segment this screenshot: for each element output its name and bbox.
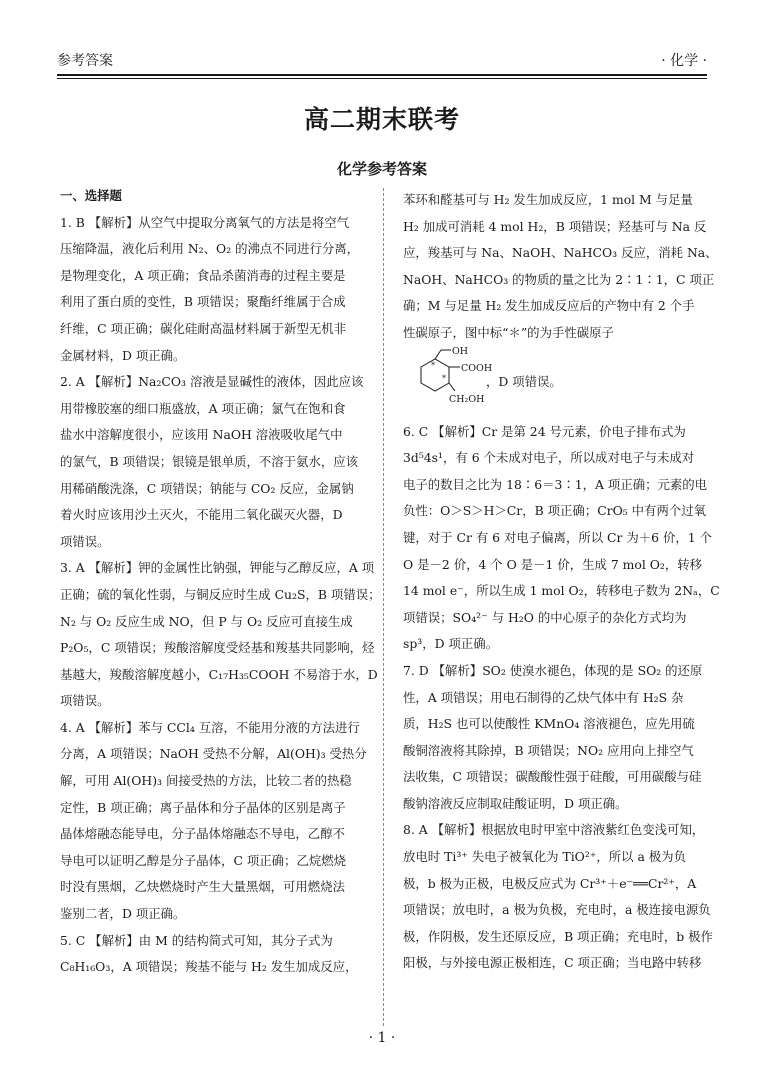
text-line: 用稀硝酸洗涤，C 项错误；钠能与 CO₂ 反应，金属钠: [60, 480, 354, 496]
page-subtitle: 化学参考答案: [336, 160, 427, 178]
text-line: 利用了蛋白质的变性，B 项错误；聚酯纤维属于合成: [60, 294, 346, 310]
text-line: 确；M 与足量 H₂ 发生加成反应后的产物中有 2 个手: [403, 298, 695, 314]
text-line: 酸钠溶液反应制取硅酸证明，D 项正确。: [403, 795, 628, 811]
text-line: 5. C 【解析】由 M 的结构简式可知，其分子式为: [60, 932, 333, 948]
text-line: P₂O₅，C 项错误；羧酸溶解度受烃基和羧基共同影响，烃: [60, 640, 375, 656]
text-line: 2. A 【解析】Na₂CO₃ 溶液是显碱性的液体，因此应该: [60, 374, 364, 390]
text-line: 苯环和醛基可与 H₂ 发生加成反应，1 mol M 与足量: [403, 192, 693, 207]
text-line: H₂ 加成可消耗 4 mol H₂，B 项错误；羟基可与 Na 反: [403, 218, 707, 234]
text-line: 项错误。: [60, 533, 110, 549]
text-line: 导电可以证明乙醇是分子晶体，C 项正确；乙烷燃烧: [60, 852, 347, 868]
text-line: 纤维，C 项正确；碳化硅耐高温材料属于新型无机非: [60, 320, 347, 336]
subject-label: · 化学 ·: [661, 53, 707, 69]
text-line: 基越大，羧酸溶解度越小，C₁₇H₃₅COOH 不易溶于水，D: [60, 666, 378, 682]
page-title: 高二期末联考: [303, 105, 460, 134]
text-line: 一、选择题: [60, 188, 122, 203]
text-line: 的氯气，B 项错误；银镜是银单质，不溶于氨水，应该: [60, 453, 359, 469]
text-line: 3. A 【解析】钾的金属性比钠强，钾能与乙醇反应，A 项: [60, 560, 375, 576]
text-line: 电子的数目之比为 18∶6＝3∶1，A 项正确；元素的电: [403, 476, 708, 492]
text-line: 极，作阴极，发生还原反应，B 项正确；充电时，b 极作: [403, 928, 713, 944]
text-line: 阳极，与外接电源正极相连，C 项正确；当电路中转移: [403, 955, 702, 971]
cooh-label: COOH: [461, 362, 493, 374]
text-line: 质，H₂S 也可以使酸性 KMnO₄ 溶液褪色，应先用硫: [403, 716, 695, 732]
header-rule-thin: [57, 78, 707, 79]
text-line: 酸铜溶液将其除掉，B 项错误；NO₂ 应用向上排空气: [403, 742, 694, 758]
text-line: O 是－2 价，4 个 O 是－1 价，生成 7 mol O₂，转移: [403, 556, 703, 572]
text-line: 极，b 极为正极，电极反应式为 Cr³⁺＋e⁻══Cr²⁺，A: [403, 875, 697, 891]
text-line: 4. A 【解析】苯与 CCl₄ 互溶，不能用分液的方法进行: [60, 719, 360, 735]
text-line: 14 mol e⁻，所以生成 1 mol O₂，转移电子数为 2Nₐ，C: [403, 583, 720, 599]
text-line: 解，可用 Al(OH)₃ 间接受热的方法，比较二者的热稳: [60, 773, 352, 789]
text-line: 用带橡胶塞的细口瓶盛放，A 项正确；氯气在饱和食: [60, 400, 346, 416]
text-line: 放电时 Ti³⁺ 失电子被氧化为 TiO²⁺，所以 a 极为负: [403, 849, 686, 865]
text-line: 正确；硫的氧化性弱，与铜反应时生成 Cu₂S，B 项错误；: [60, 586, 381, 602]
text-line: 法收集，C 项错误；碳酸酸性强于硅酸，可用碳酸与硅: [403, 769, 702, 785]
text-line: 是物理变化，A 项正确；食品杀菌消毒的过程主要是: [60, 267, 346, 283]
oh-label: OH: [452, 346, 469, 357]
text-line: 性，A 项错误；用电石制得的乙炔气体中有 H₂S 杂: [403, 689, 684, 705]
cyclohexane-structure-icon: [403, 347, 493, 419]
text-line: 负性：O＞S＞H＞Cr，B 项正确；CrO₅ 中有两个过氧: [403, 503, 707, 519]
text-line: N₂ 与 O₂ 反应生成 NO，但 P 与 O₂ 反应可直接生成: [60, 613, 353, 629]
text-line: sp³，D 项正确。: [403, 636, 499, 652]
text-line: C₈H₁₆O₃，A 项错误；羧基不能与 H₂ 发生加成反应，: [60, 959, 358, 975]
text-line: 盐水中溶解度很小，应该用 NaOH 溶液吸收尾气中: [60, 427, 343, 443]
page-header: [57, 44, 707, 72]
chiral-star: *: [431, 360, 435, 370]
text-line: 1. B 【解析】从空气中提取分离氧气的方法是将空气: [60, 214, 350, 230]
text-line: 键，对于 Cr 有 6 对电子偏离，所以 Cr 为＋6 价，1 个: [403, 529, 712, 545]
right-column: [403, 187, 733, 977]
text-line: 6. C 【解析】Cr 是第 24 号元素，价电子排布式为: [403, 423, 686, 439]
text-line: 7. D 【解析】SO₂ 使溴水褪色，体现的是 SO₂ 的还原: [403, 662, 703, 678]
text-line: 晶体熔融态能导电，分子晶体熔融态不导电，乙醇不: [60, 826, 345, 842]
text-line: 3d⁵4s¹，有 6 个未成对电子，所以成对电子与未成对: [403, 450, 695, 466]
text-line: 8. A 【解析】根据放电时甲室中溶液紫红色变浅可知，: [403, 822, 705, 838]
text-line: 项错误。: [60, 693, 110, 709]
ch2oh-label: CH₂OH: [449, 393, 485, 405]
text-line: 鉴别二者，D 项正确。: [60, 906, 186, 922]
text-line: 性碳原子，图中标“＊”的为手性碳原子: [403, 324, 614, 340]
page-number: · 1 ·: [368, 1030, 396, 1046]
structure-tail-text: ，D 项错误。: [486, 373, 562, 389]
text-line: 项错误；放电时，a 极为负极，充电时，a 极连接电源负: [403, 902, 711, 918]
text-line: 金属材料，D 项正确。: [60, 347, 186, 363]
left-column: [60, 183, 390, 981]
header-rule: [57, 74, 707, 76]
text-line: 时没有黑烟，乙炔燃烧时产生大量黑烟，可用燃烧法: [60, 879, 345, 895]
text-line: 压缩降温，液化后利用 N₂、O₂ 的沸点不同进行分离，: [60, 241, 360, 257]
text-line: 着火时应该用沙土灭火，不能用二氧化碳灭火器，D: [60, 507, 343, 523]
structure-formula: [403, 347, 733, 419]
text-line: 应，羧基可与 Na、NaOH、NaHCO₃ 反应，消耗 Na、: [403, 245, 718, 261]
text-line: NaOH、NaHCO₃ 的物质的量之比为 2∶1∶1，C 项正: [403, 271, 715, 287]
column-divider: [383, 188, 384, 1026]
header-label: 参考答案: [57, 53, 113, 69]
text-line: 项错误；SO₄²⁻ 与 H₂O 的中心原子的杂化方式均为: [403, 609, 687, 625]
text-line: 定性，B 项正确；离子晶体和分子晶体的区别是离子: [60, 799, 346, 815]
chiral-star: *: [442, 373, 446, 383]
text-line: 分离，A 项错误；NaOH 受热不分解，Al(OH)₃ 受热分: [60, 746, 367, 762]
